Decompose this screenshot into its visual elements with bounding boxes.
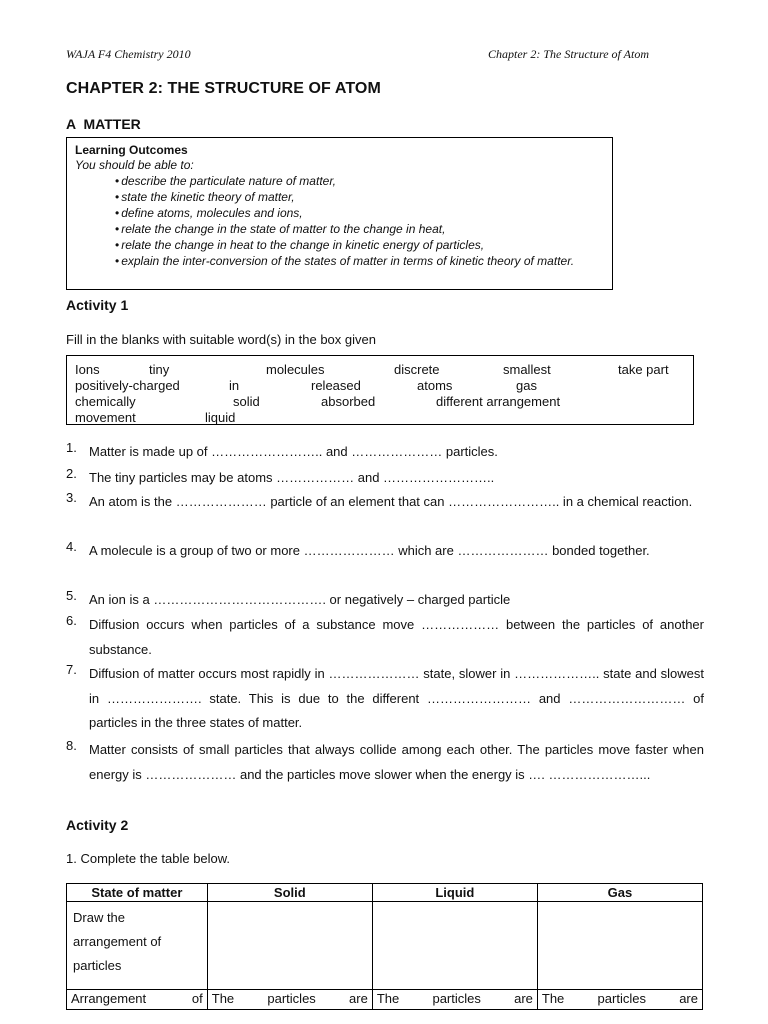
answer-cell-solid[interactable]: The particles are [207, 990, 372, 1010]
section-title: A MATTER [66, 116, 141, 132]
activity-1-instruction: Fill in the blanks with suitable word(s) in the box given [66, 332, 376, 347]
row-label: Draw the arrangement of particles [67, 902, 208, 990]
question-number: 3. [66, 490, 77, 505]
word-box-word: take part [618, 362, 669, 377]
question-item [66, 539, 704, 564]
word-box-word: movement [75, 410, 136, 425]
answer-cell-gas[interactable]: The particles are [537, 990, 702, 1010]
word-box-word: atoms [417, 378, 453, 393]
word-box-word: absorbed [321, 394, 376, 409]
word-box-word: chemically [75, 394, 136, 409]
word-box-word: discrete [394, 362, 440, 377]
table-header: Liquid [372, 884, 537, 902]
document-header-right: Chapter 2: The Structure of Atom [488, 47, 649, 61]
question-item [66, 662, 704, 736]
learning-outcome-item: • state the kinetic theory of matter, [115, 189, 604, 205]
answer-cell-gas[interactable] [537, 902, 702, 990]
question-number: 4. [66, 539, 77, 554]
table-header: State of matter [67, 884, 208, 902]
learning-outcomes-subtitle: You should be able to: [75, 158, 194, 172]
table-header: Solid [207, 884, 372, 902]
learning-outcomes-title: Learning Outcomes [75, 143, 188, 157]
question-number: 5. [66, 588, 77, 603]
question-text: Diffusion of matter occurs most rapidly in ………………… state, slower in ……………….. state and slowest in …………………. state. This is due to the different …………………… and ……………………… of particles in the three states of matter. [89, 666, 704, 730]
chapter-title: CHAPTER 2: THE STRUCTURE OF ATOM [66, 80, 381, 97]
question-number: 7. [66, 662, 77, 677]
question-text: The tiny particles may be atoms ……………… and …………………….. [89, 470, 495, 485]
learning-outcomes-box [66, 137, 613, 290]
question-text: An atom is the ………………… particle of an element that can …………………….. in a chemical reaction. [89, 494, 693, 509]
question-item [66, 738, 704, 787]
row-label: Arrangement of [67, 990, 208, 1010]
question-text: Matter is made up of …………………….. and ………………… particles. [89, 444, 498, 459]
question-text: An ion is a …………………………………. or negatively – charged particle [89, 592, 511, 607]
learning-outcome-item: • explain the inter-conversion of the states of matter in terms of kinetic theory of matter. [115, 253, 604, 269]
word-box-word: in [229, 378, 240, 393]
table-row [67, 902, 703, 990]
table-row [67, 990, 703, 1010]
word-box-word: positively-charged [75, 378, 180, 393]
word-box-word: solid [233, 394, 260, 409]
question-number: 8. [66, 738, 77, 753]
word-box-word: Ions [75, 362, 100, 377]
states-of-matter-table [66, 883, 703, 1010]
question-number: 2. [66, 466, 77, 481]
word-box-word: liquid [205, 410, 236, 425]
activity-2-instruction: 1. Complete the table below. [66, 851, 231, 866]
question-item [66, 440, 704, 465]
activity-1-title: Activity 1 [66, 297, 129, 313]
word-box-word: gas [516, 378, 537, 393]
question-text: Matter consists of small particles that always collide among each other. The particles move faster when energy is ………………… and the particles move slower when the energy is …. …………………... [89, 742, 704, 782]
question-item [66, 613, 704, 662]
question-text: A molecule is a group of two or more ………………… which are ………………… bonded together. [89, 543, 650, 558]
answer-cell-liquid[interactable] [372, 902, 537, 990]
learning-outcome-item: • describe the particulate nature of matter, [115, 173, 604, 189]
question-text: Diffusion occurs when particles of a substance move ……………… between the particles of another substance. [89, 617, 704, 657]
word-box-word: different arrangement [436, 394, 561, 409]
learning-outcomes-list [115, 173, 604, 269]
learning-outcome-item: • define atoms, molecules and ions, [115, 205, 604, 221]
question-item [66, 490, 704, 515]
question-number: 6. [66, 613, 77, 628]
question-number: 1. [66, 440, 77, 455]
answer-cell-solid[interactable] [207, 902, 372, 990]
question-item [66, 588, 704, 613]
word-box-word: released [311, 378, 361, 393]
learning-outcome-item: • relate the change in the state of matter to the change in heat, [115, 221, 604, 237]
learning-outcome-item: • relate the change in heat to the change in kinetic energy of particles, [115, 237, 604, 253]
table-header: Gas [537, 884, 702, 902]
word-box [66, 355, 694, 425]
activity-2-title: Activity 2 [66, 817, 129, 833]
question-item [66, 466, 704, 491]
word-box-word: molecules [266, 362, 325, 377]
document-header-left: WAJA F4 Chemistry 2010 [66, 47, 191, 61]
word-box-word: smallest [503, 362, 551, 377]
table-header-row [67, 884, 703, 902]
answer-cell-liquid[interactable]: The particles are [372, 990, 537, 1010]
word-box-word: tiny [149, 362, 170, 377]
